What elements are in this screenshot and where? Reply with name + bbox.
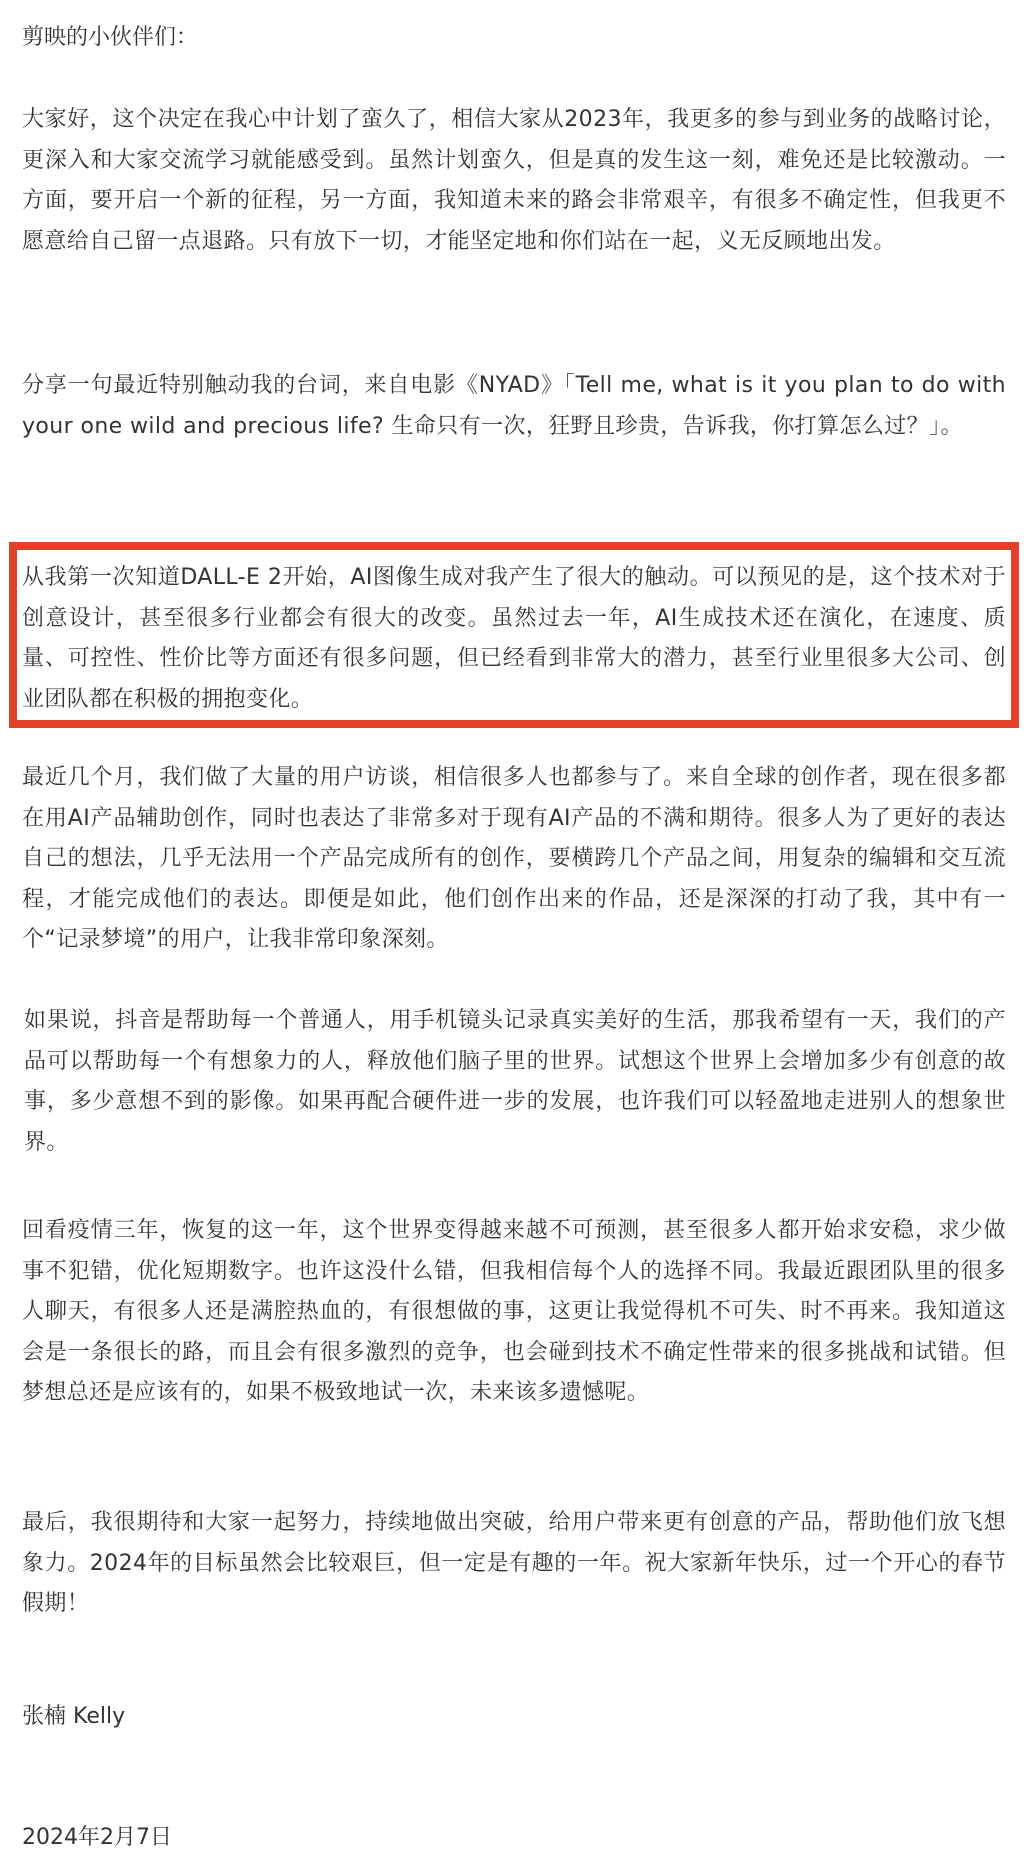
letter-paragraph: 回看疫情三年，恢复的这一年，这个世界变得越来越不可预测，甚至很多人都开始求安稳，求少做事不犯错，优化短期数字。也许这没什么错，但我相信每个人的选择不同。我最近跟团队里的很多人聊天，有很多人还是满腔热血的，有很想做的事，这更让我觉得机不可失、时不再来。我知道这会是一条很长的路，而且会有很多激烈的竞争，也会碰到技术不确定性带来的很多挑战和试错。但梦想总还是应该有的，如果不极致地试一次，未来该多遗憾呢。: [22, 1218, 1006, 1405]
letter-paragraph: 分享一句最近特别触动我的台词，来自电影《NYAD》「Tell me, what is it you plan to do with your one wild and precious life? 生命只有一次，狂野且珍贵，告诉我，你打算怎么过？」。: [22, 373, 1006, 439]
letter-paragraph: 如果说，抖音是帮助每一个普通人，用手机镜头记录真实美好的生活，那我希望有一天，我们的产品可以帮助每一个有想象力的人，释放他们脑子里的世界。试想这个世界上会增加多少有创意的故事，多少意想不到的影像。如果再配合硬件进一步的发展，也许我们可以轻盈地走进别人的想象世界。: [24, 1008, 1006, 1155]
letter-date: 2024年2月7日: [22, 1825, 172, 1850]
letter-paragraph: 大家好，这个决定在我心中计划了蛮久了，相信大家从2023年，我更多的参与到业务的战略讨论，更深入和大家交流学习就能感受到。虽然计划蛮久，但是真的发生这一刻，难免还是比较激动。一方面，要开启一个新的征程，另一方面，我知道未来的路会非常艰辛，有很多不确定性，但我更不愿意给自己留一点退路。只有放下一切，才能坚定地和你们站在一起，义无反顾地出发。: [22, 107, 1006, 254]
letter-signature: 张楠 Kelly: [22, 1704, 126, 1729]
letter-greeting: 剪映的小伙伴们：: [22, 25, 199, 50]
letter-paragraph: 最后，我很期待和大家一起努力，持续地做出突破，给用户带来更有创意的产品，帮助他们放飞想象力。2024年的目标虽然会比较艰巨，但一定是有趣的一年。祝大家新年快乐，过一个开心的春节假期！: [22, 1510, 1006, 1616]
highlighted-paragraph: 从我第一次知道DALL-E 2开始，AI图像生成对我产生了很大的触动。可以预见的是，这个技术对于创意设计，甚至很多行业都会有很大的改变。虽然过去一年，AI生成技术还在演化，在速度、质量、可控性、性价比等方面还有很多问题，但已经看到非常大的潜力，甚至行业里很多大公司、创业团队都在积极的拥抱变化。: [22, 565, 1006, 712]
letter-paragraph: 最近几个月，我们做了大量的用户访谈，相信很多人也都参与了。来自全球的创作者，现在很多都在用AI产品辅助创作，同时也表达了非常多对于现有AI产品的不满和期待。很多人为了更好的表达自己的想法，几乎无法用一个产品完成所有的创作，要横跨几个产品之间，用复杂的编辑和交互流程，才能完成他们的表达。即便是如此，他们创作出来的作品，还是深深的打动了我，其中有一个“记录梦境”的用户，让我非常印象深刻。: [22, 765, 1006, 952]
